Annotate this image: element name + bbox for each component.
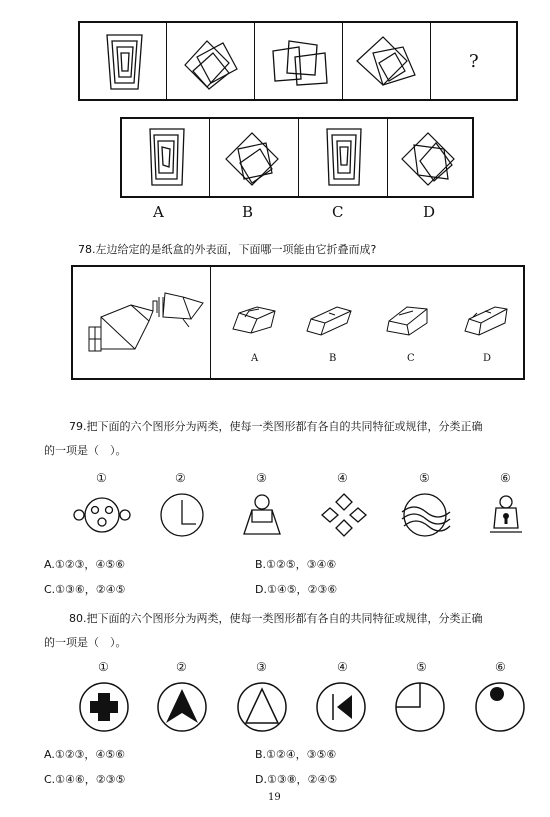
page-number: 19	[268, 792, 281, 803]
rotated-squares-figure	[343, 23, 431, 101]
q79-fig-number-3: ③	[256, 471, 267, 485]
q80-fig-number-3: ③	[256, 660, 267, 674]
stick-figure-icon	[244, 495, 280, 534]
q79-question-line2: 的一项是（ ）。	[44, 444, 127, 457]
q80-option-a[interactable]: A.①②③，④⑤⑥	[44, 748, 125, 761]
option-b-figure	[210, 119, 299, 198]
q77-label-a: A	[153, 203, 164, 221]
q78-label-a: A	[251, 353, 259, 364]
q79-option-a[interactable]: A.①②③，④⑤⑥	[44, 558, 125, 571]
q80-option-c[interactable]: C.①④⑥，②③⑤	[44, 773, 126, 786]
q79-option-d[interactable]: D.①④⑤，②③⑥	[255, 583, 338, 596]
face-icon	[74, 498, 130, 532]
option-c-figure	[299, 119, 388, 198]
q79-question-line1: 79.把下面的六个图形分为两类，使每一类图形都有各自的共同特征或规律，分类正确	[69, 420, 483, 433]
q77-option-b-cell[interactable]	[210, 119, 299, 196]
q80-fig-number-4: ④	[337, 660, 348, 674]
wave-circle-icon	[402, 494, 450, 536]
q77-options-row	[120, 117, 474, 198]
q80-option-b[interactable]: B.①②④，③⑤⑥	[255, 748, 337, 761]
q77-label-b: B	[242, 203, 254, 221]
question-mark: ?	[469, 51, 479, 72]
nested-trapezoid-figure	[80, 23, 167, 101]
option-a-figure	[122, 119, 210, 198]
q79-fig-number-6: ⑥	[500, 471, 511, 485]
q78-question: 78.左边给定的是纸盒的外表面，下面哪一项能由它折叠而成?	[78, 243, 377, 256]
q79-fig-number-5: ⑤	[419, 471, 430, 485]
q77-seq-cell-3	[255, 23, 343, 99]
q78-label-c: C	[407, 353, 415, 364]
q77-label-d: D	[423, 203, 436, 221]
q80-fig-number-6: ⑥	[495, 660, 506, 674]
diamond-knot-icon	[322, 494, 366, 536]
overlapping-squares-figure	[167, 23, 255, 101]
q79-fig-number-4: ④	[337, 471, 348, 485]
q79-fig-number-1: ①	[96, 471, 107, 485]
q80-fig-number-5: ⑤	[416, 660, 427, 674]
q80-question-line1: 80.把下面的六个图形分为两类，使每一类图形都有各自的共同特征或规律，分类正确	[69, 612, 483, 625]
q77-label-c: C	[332, 203, 344, 221]
q78-label-b: B	[329, 353, 337, 364]
box-net-figure	[73, 267, 211, 380]
q79-figures	[0, 488, 550, 548]
q77-seq-cell-2	[167, 23, 255, 99]
q78-label-d: D	[483, 353, 492, 364]
q77-option-c-cell[interactable]	[299, 119, 388, 196]
q80-fig-number-1: ①	[98, 660, 109, 674]
clock-icon	[161, 494, 203, 536]
q79-option-b[interactable]: B.①②⑤，③④⑥	[255, 558, 337, 571]
q79-option-c[interactable]: C.①③⑥，②④⑤	[44, 583, 126, 596]
stacked-rectangles-figure	[255, 23, 343, 101]
q78-unfolded-net	[73, 267, 211, 378]
q79-fig-number-2: ②	[175, 471, 186, 485]
q78-options	[211, 267, 525, 378]
q77-option-d-cell[interactable]	[388, 119, 474, 196]
q80-figures	[0, 680, 550, 740]
option-d-figure	[388, 119, 474, 198]
q78-option-d-box-icon[interactable]	[465, 307, 507, 335]
q78-option-c-box-icon[interactable]	[387, 307, 427, 335]
q78-figure-box	[71, 265, 525, 380]
q77-seq-cell-5	[431, 23, 518, 99]
q77-option-a-cell[interactable]	[122, 119, 210, 196]
q77-seq-cell-4	[343, 23, 431, 99]
q78-option-b-box-icon[interactable]	[307, 307, 351, 335]
q80-fig-number-2: ②	[176, 660, 187, 674]
q77-sequence-row	[78, 21, 518, 101]
q77-seq-cell-1	[80, 23, 167, 99]
q80-question-line2: 的一项是（ ）。	[44, 636, 127, 649]
q80-option-d[interactable]: D.①③⑧，②④⑤	[255, 773, 338, 786]
